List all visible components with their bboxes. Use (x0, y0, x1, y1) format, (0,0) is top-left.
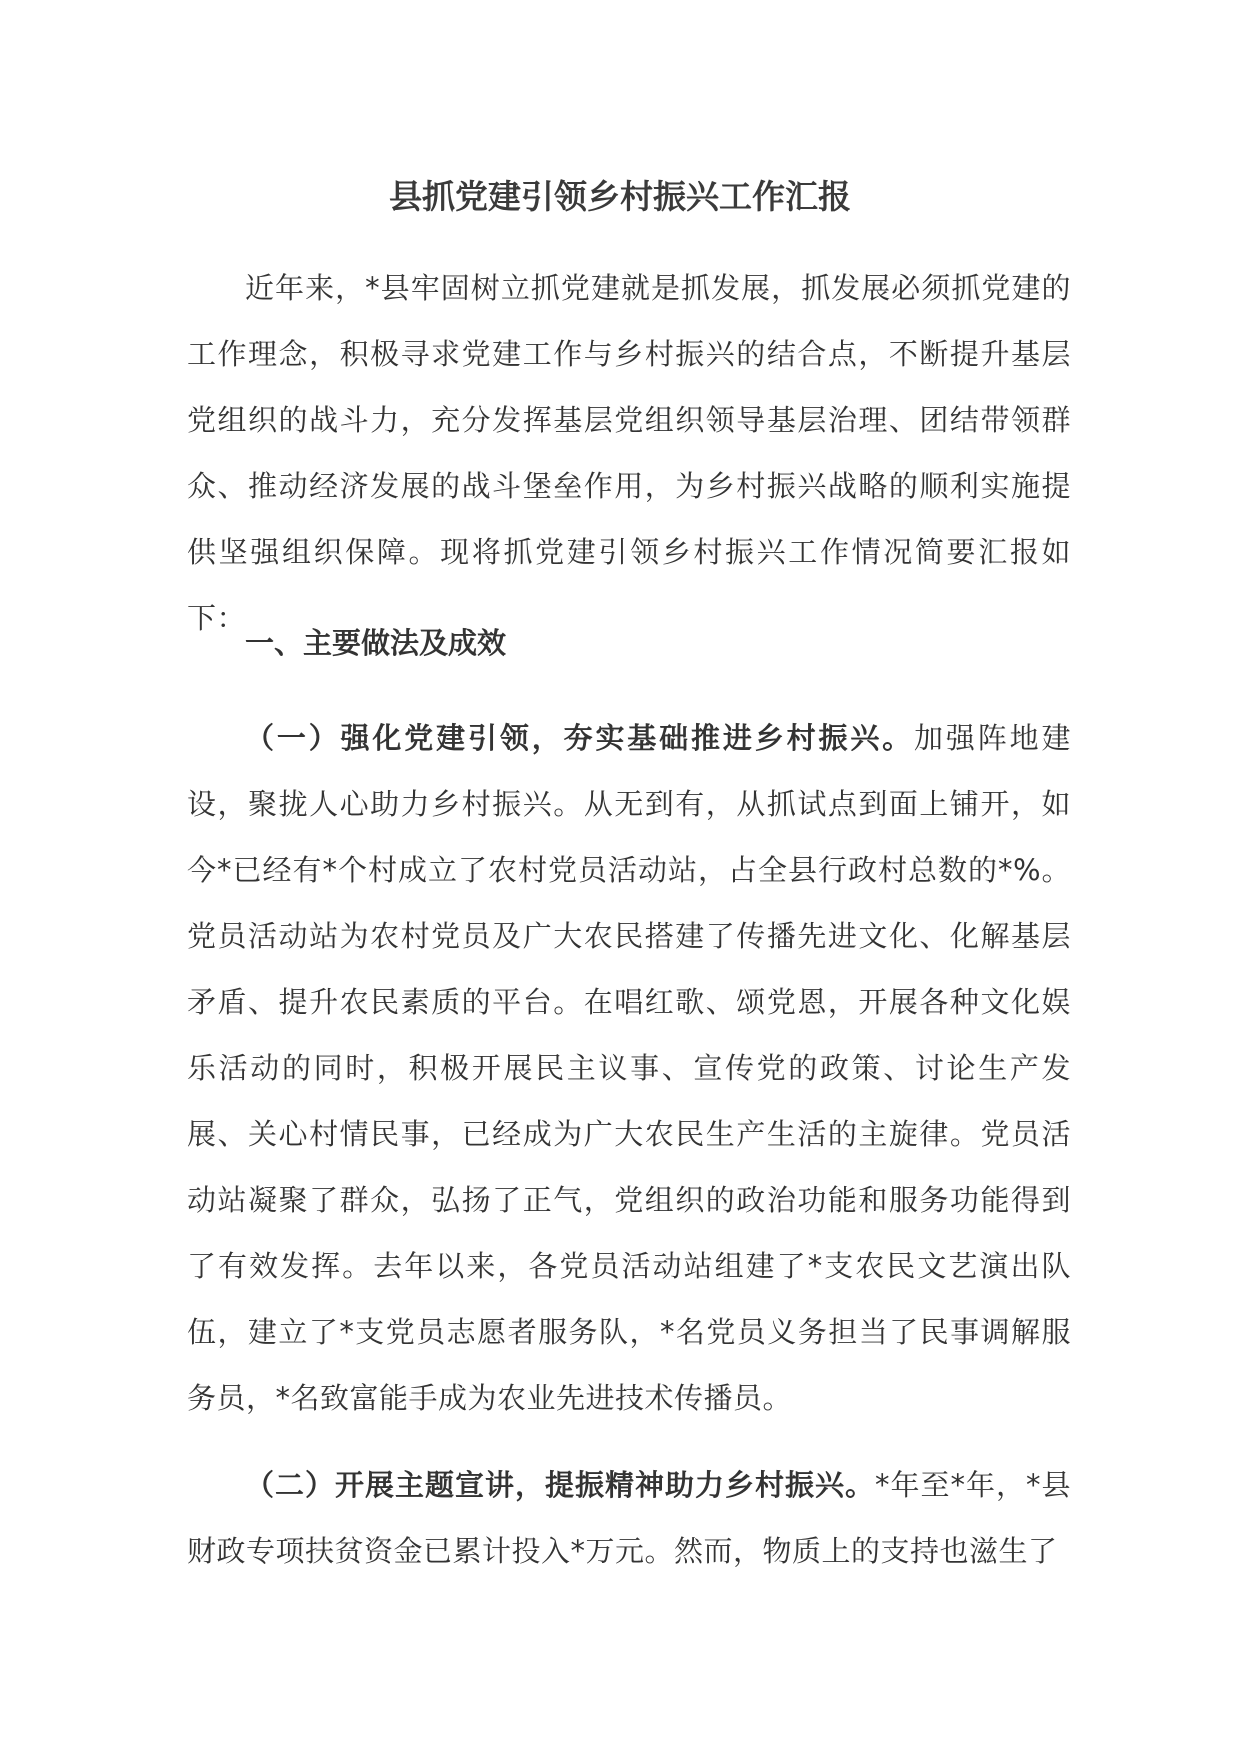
paragraph-1 (187, 705, 1071, 1431)
paragraph-2 (187, 1452, 1071, 1584)
paragraph-1-lead: （一）强化党建引领，夯实基础推进乡村振兴。 (245, 721, 915, 755)
paragraph-2-lead: （二）开展主题宣讲，提振精神助力乡村振兴。 (245, 1468, 875, 1502)
document-title: 县抓党建引领乡村振兴工作汇报 (389, 177, 851, 216)
paragraph-2-text: *年至*年，*县财政专项扶贫资金已累计投入*万元。然而，物质上的支持也滋生了 (187, 1468, 1071, 1568)
intro-paragraph: 近年来，*县牢固树立抓党建就是抓发展，抓发展必须抓党建的工作理念，积极寻求党建工作与乡村振兴的结合点，不断提升基层党组织的战斗力，充分发挥基层党组织领导基层治理、团结带领群众、推动经济发展的战斗堡垒作用，为乡村振兴战略的顺利实施提供坚强组织保障。现将抓党建引领乡村振兴工作情况简要汇报如下： (187, 271, 1071, 635)
paragraph-1-text: 加强阵地建设，聚拢人心助力乡村振兴。从无到有，从抓试点到面上铺开，如今*已经有*个村成立了农村党员活动站，占全县行政村总数的*%。党员活动站为农村党员及广大农民搭建了传播先进文化、化解基层矛盾、提升农民素质的平台。在唱红歌、颂党恩，开展各种文化娱乐活动的同时，积极开展民主议事、宣传党的政策、讨论生产发展、关心村情民事，已经成为广大农民生产生活的主旋律。党员活动站凝聚了群众，弘扬了正气，党组织的政治功能和服务功能得到了有效发挥。去年以来，各党员活动站组建了*支农民文艺演出队伍，建立了*支党员志愿者服务队，*名党员义务担当了民事调解服务员，*名致富能手成为农业先进技术传播员。 (187, 721, 1071, 1415)
section-heading: 一、主要做法及成效 (245, 626, 507, 660)
